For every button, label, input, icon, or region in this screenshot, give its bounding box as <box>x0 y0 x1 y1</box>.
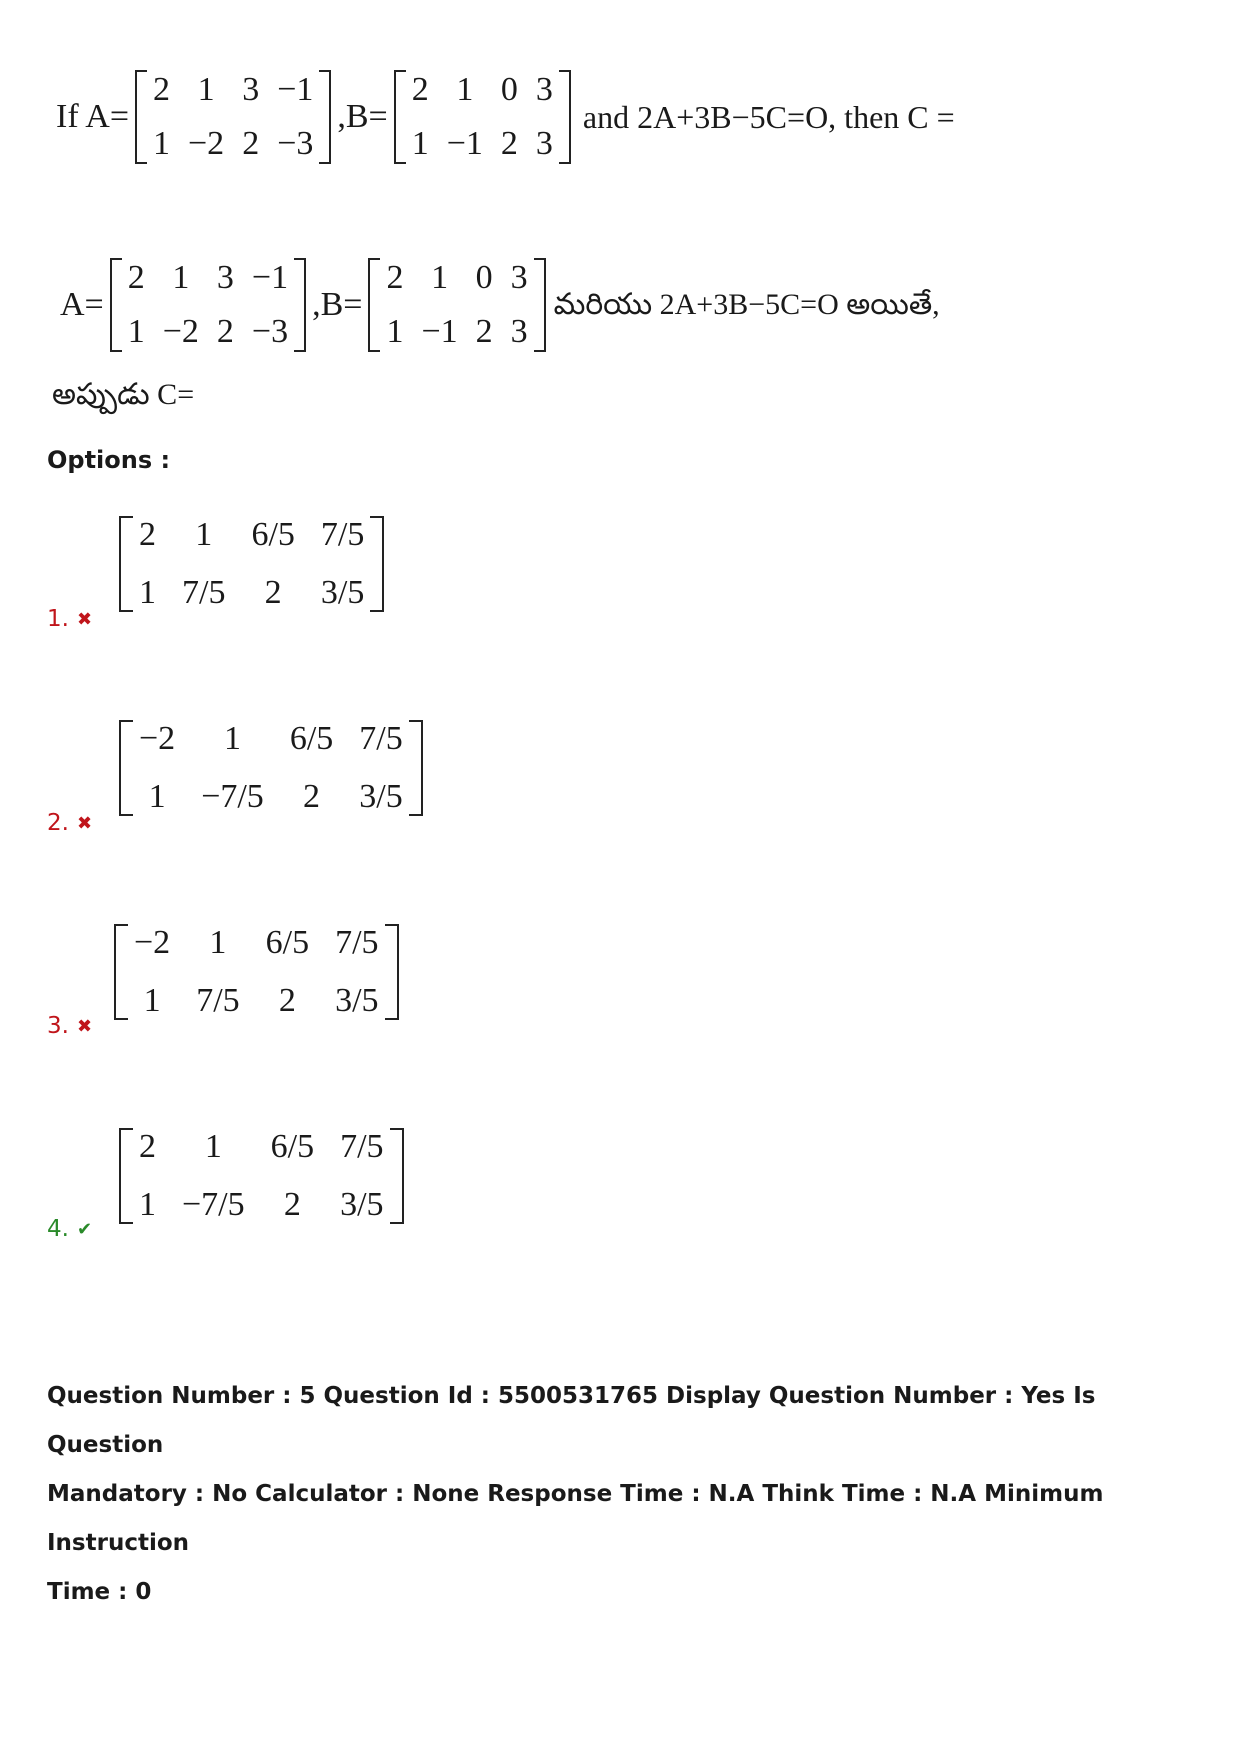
matrix-cell: 3 <box>216 259 234 296</box>
option-2-matrix <box>117 720 425 821</box>
bracket-right <box>390 1128 404 1224</box>
question-en-sep-b: ,B= <box>337 98 388 135</box>
question-en-prefix: If A= <box>56 98 129 135</box>
matrix-cell: 1 <box>143 982 161 1019</box>
matrix-cells <box>133 720 409 816</box>
matrix-cell: 3 <box>510 313 528 350</box>
bracket-left <box>135 70 147 164</box>
bracket-right <box>559 70 571 164</box>
matrix-cell: 1 <box>224 720 241 757</box>
bracket-left <box>119 1128 133 1224</box>
question-telugu <box>56 258 944 352</box>
matrix-cell: 2 <box>242 125 260 162</box>
matrix-cell: 7/5 <box>340 1128 384 1165</box>
matrix-cell: 1 <box>431 259 449 296</box>
bracket-left <box>368 258 380 352</box>
matrix-cell: 3/5 <box>359 778 403 815</box>
bracket-right <box>385 924 399 1020</box>
matrix-b-te <box>368 258 545 352</box>
matrix-cell: 1 <box>209 924 227 961</box>
matrix-cells <box>133 516 370 612</box>
option-2-matrix-grid <box>119 720 423 816</box>
matrix-cells <box>133 1128 390 1224</box>
option-3-number: 3. ✖ <box>47 1013 93 1039</box>
options-label: Options : <box>47 446 171 474</box>
cross-icon: ✖ <box>76 812 93 834</box>
matrix-a-en <box>135 70 331 164</box>
matrix-cell: 1 <box>153 125 170 162</box>
matrix-cell: 2 <box>139 516 156 553</box>
matrix-cell: 2 <box>139 1128 156 1165</box>
matrix-cell: 3 <box>242 71 260 108</box>
matrix-cell: 0 <box>500 71 518 108</box>
matrix-cell: 0 <box>475 259 493 296</box>
matrix-cell: −7/5 <box>182 1186 245 1223</box>
question-english <box>52 70 959 164</box>
matrix-cell: 1 <box>411 125 429 162</box>
question-en-suffix: and 2A+3B−5C=O, then C = <box>582 99 955 135</box>
matrix-cell: 3 <box>535 125 553 162</box>
matrix-cell: −2 <box>162 313 199 350</box>
cross-icon: ✖ <box>76 608 93 630</box>
question-te-sep-b: ,B= <box>312 286 363 323</box>
option-3-matrix-grid <box>114 924 399 1020</box>
matrix-cell: −7/5 <box>201 778 264 815</box>
matrix-cell: −2 <box>139 720 176 757</box>
matrix-cell: 7/5 <box>320 516 365 553</box>
matrix-cell: 1 <box>139 1186 156 1223</box>
question-te-line2: అప్పుడు C= <box>52 378 195 411</box>
option-3-matrix <box>112 924 401 1025</box>
check-icon: ✔ <box>76 1218 93 1240</box>
matrix-cell: 1 <box>456 71 474 108</box>
matrix-cell: 3 <box>535 71 553 108</box>
matrix-cell: 2 <box>283 1186 301 1223</box>
matrix-cells <box>147 70 319 164</box>
option-2-number: 2. ✖ <box>47 810 93 836</box>
matrix-cell: −1 <box>251 259 289 296</box>
matrix-cell: 2 <box>500 125 518 162</box>
matrix-cells <box>406 70 559 164</box>
matrix-cells <box>380 258 533 352</box>
matrix-cell: 2 <box>475 313 493 350</box>
matrix-cells <box>122 258 294 352</box>
matrix-cell: −1 <box>421 313 458 350</box>
bracket-left <box>119 720 133 816</box>
matrix-cell: 1 <box>127 313 145 350</box>
matrix-cell: 1 <box>139 574 156 611</box>
matrix-cell: 2 <box>153 71 170 108</box>
matrix-cell: 2 <box>127 259 145 296</box>
cross-icon: ✖ <box>76 1015 93 1037</box>
meta-line-3: Time : 0 <box>47 1579 152 1605</box>
question-te-suffix: మరియు 2A+3B−5C=O అయితే, <box>553 288 940 321</box>
matrix-cell: −1 <box>277 71 314 108</box>
bracket-left <box>394 70 406 164</box>
option-4-matrix-grid <box>119 1128 404 1224</box>
matrix-cell: 1 <box>172 259 190 296</box>
matrix-cell: 1 <box>197 71 215 108</box>
matrix-cell: −2 <box>134 924 171 961</box>
question-meta <box>47 1372 1207 1617</box>
option-4-matrix <box>117 1128 406 1229</box>
matrix-cell: 3/5 <box>340 1186 384 1223</box>
bracket-right <box>319 70 331 164</box>
option-4-number: 4. ✔ <box>47 1216 93 1242</box>
matrix-cell: 6/5 <box>289 720 334 757</box>
matrix-cell: 1 <box>204 1128 222 1165</box>
option-1-number: 1. ✖ <box>47 606 93 632</box>
meta-line-2: Mandatory : No Calculator : None Response Time : N.A Think Time : N.A Minimum Instruction <box>47 1481 1104 1556</box>
matrix-cell: −1 <box>446 125 483 162</box>
option-1-matrix-grid <box>119 516 384 612</box>
matrix-cell: 2 <box>303 778 321 815</box>
matrix-cell: 7/5 <box>182 574 226 611</box>
matrix-a-te <box>110 258 306 352</box>
matrix-cell: 2 <box>411 71 429 108</box>
bracket-left <box>110 258 122 352</box>
matrix-cell: 2 <box>264 574 282 611</box>
matrix-cell: 7/5 <box>359 720 403 757</box>
bracket-left <box>114 924 128 1020</box>
matrix-cell: 7/5 <box>335 924 379 961</box>
option-1-matrix <box>117 516 386 617</box>
matrix-cell: 3/5 <box>335 982 379 1019</box>
matrix-cell: 6/5 <box>265 924 310 961</box>
meta-line-1: Question Number : 5 Question Id : 5500531765 Display Question Number : Yes Is Question <box>47 1383 1096 1458</box>
matrix-cell: 7/5 <box>196 982 240 1019</box>
matrix-cell: 1 <box>386 313 404 350</box>
matrix-cell: 6/5 <box>251 516 295 553</box>
matrix-cell: 3 <box>510 259 528 296</box>
matrix-cells <box>128 924 385 1020</box>
bracket-right <box>534 258 546 352</box>
matrix-cell: 6/5 <box>270 1128 315 1165</box>
matrix-cell: 3/5 <box>320 574 365 611</box>
bracket-right <box>294 258 306 352</box>
matrix-cell: −3 <box>251 313 289 350</box>
matrix-b-en <box>394 70 571 164</box>
matrix-cell: 2 <box>386 259 404 296</box>
matrix-cell: 1 <box>148 778 166 815</box>
matrix-cell: −3 <box>277 125 314 162</box>
question-te-prefix: A= <box>60 286 104 323</box>
matrix-cell: 2 <box>278 982 296 1019</box>
bracket-right <box>370 516 384 612</box>
matrix-cell: −2 <box>188 125 225 162</box>
matrix-cell: 2 <box>216 313 234 350</box>
bracket-right <box>409 720 423 816</box>
bracket-left <box>119 516 133 612</box>
matrix-cell: 1 <box>195 516 213 553</box>
